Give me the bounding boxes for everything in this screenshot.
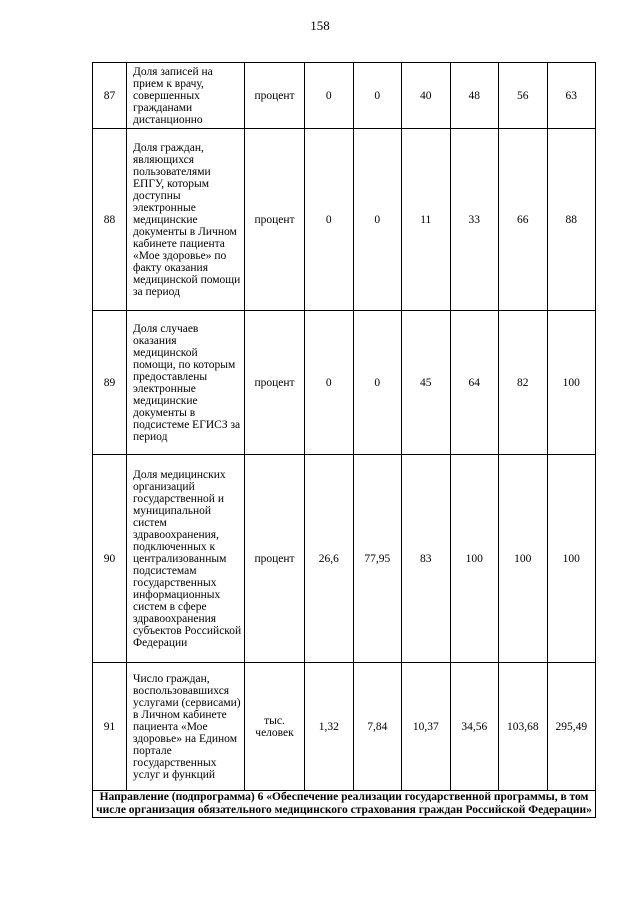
row-number: 87 [93,63,127,129]
row-number: 90 [93,455,127,663]
value-cell: 1,32 [305,663,354,791]
value-cell: 100 [450,455,499,663]
value-cell: 83 [402,455,451,663]
unit-cell: процент [245,63,305,129]
row-number: 91 [93,663,127,791]
value-cell: 11 [402,129,451,311]
indicators-table [92,62,596,818]
indicator-name: Доля случаев оказания медицинской помощи, по которым предоставлены электронные медицинские документы в подсистеме ЕГИСЗ за период [127,311,245,455]
value-cell: 34,56 [450,663,499,791]
value-cell: 103,68 [499,663,548,791]
value-cell: 0 [305,129,354,311]
value-cell: 0 [353,63,402,129]
value-cell: 0 [305,63,354,129]
value-cell: 100 [547,311,596,455]
unit-cell: тыс. человек [245,663,305,791]
unit-cell: процент [245,129,305,311]
table-row [93,663,596,791]
section-heading: Направление (подпрограмма) 6 «Обеспечение реализации государственной программы, в том числе организация обязательного медицинского страхования граждан Российской Федерации» [93,791,596,818]
value-cell: 295,49 [547,663,596,791]
indicator-name: Доля медицинских организаций государственной и муниципальной систем здравоохранения, подключенных к централизованным подсистемам государственных информационных систем в сфере здравоохранения субъектов Российской Федерации [127,455,245,663]
row-number: 88 [93,129,127,311]
value-cell: 0 [353,311,402,455]
indicator-name: Число граждан, воспользовавшихся услугами (сервисами) в Личном кабинете пациента «Мое здоровье» на Едином портале государственных услуг и функций [127,663,245,791]
value-cell: 66 [499,129,548,311]
value-cell: 40 [402,63,451,129]
value-cell: 56 [499,63,548,129]
indicator-name: Доля граждан, являющихся пользователями ЕПГУ, которым доступны электронные медицинские документы в Личном кабинете пациента «Мое здоровье» по факту оказания медицинской помощи за период [127,129,245,311]
value-cell: 63 [547,63,596,129]
page-number: 158 [310,18,330,33]
table-row [93,455,596,663]
value-cell: 7,84 [353,663,402,791]
value-cell: 48 [450,63,499,129]
value-cell: 100 [499,455,548,663]
value-cell: 82 [499,311,548,455]
value-cell: 64 [450,311,499,455]
value-cell: 0 [305,311,354,455]
value-cell: 100 [547,455,596,663]
table-row [93,63,596,129]
value-cell: 10,37 [402,663,451,791]
value-cell: 26,6 [305,455,354,663]
value-cell: 0 [353,129,402,311]
indicator-name: Доля записей на прием к врачу, совершенных гражданами дистанционно [127,63,245,129]
section-heading-row [93,791,596,818]
row-number: 89 [93,311,127,455]
value-cell: 33 [450,129,499,311]
value-cell: 88 [547,129,596,311]
value-cell: 77,95 [353,455,402,663]
table-row [93,311,596,455]
unit-cell: процент [245,455,305,663]
value-cell: 45 [402,311,451,455]
table-row [93,129,596,311]
unit-cell: процент [245,311,305,455]
